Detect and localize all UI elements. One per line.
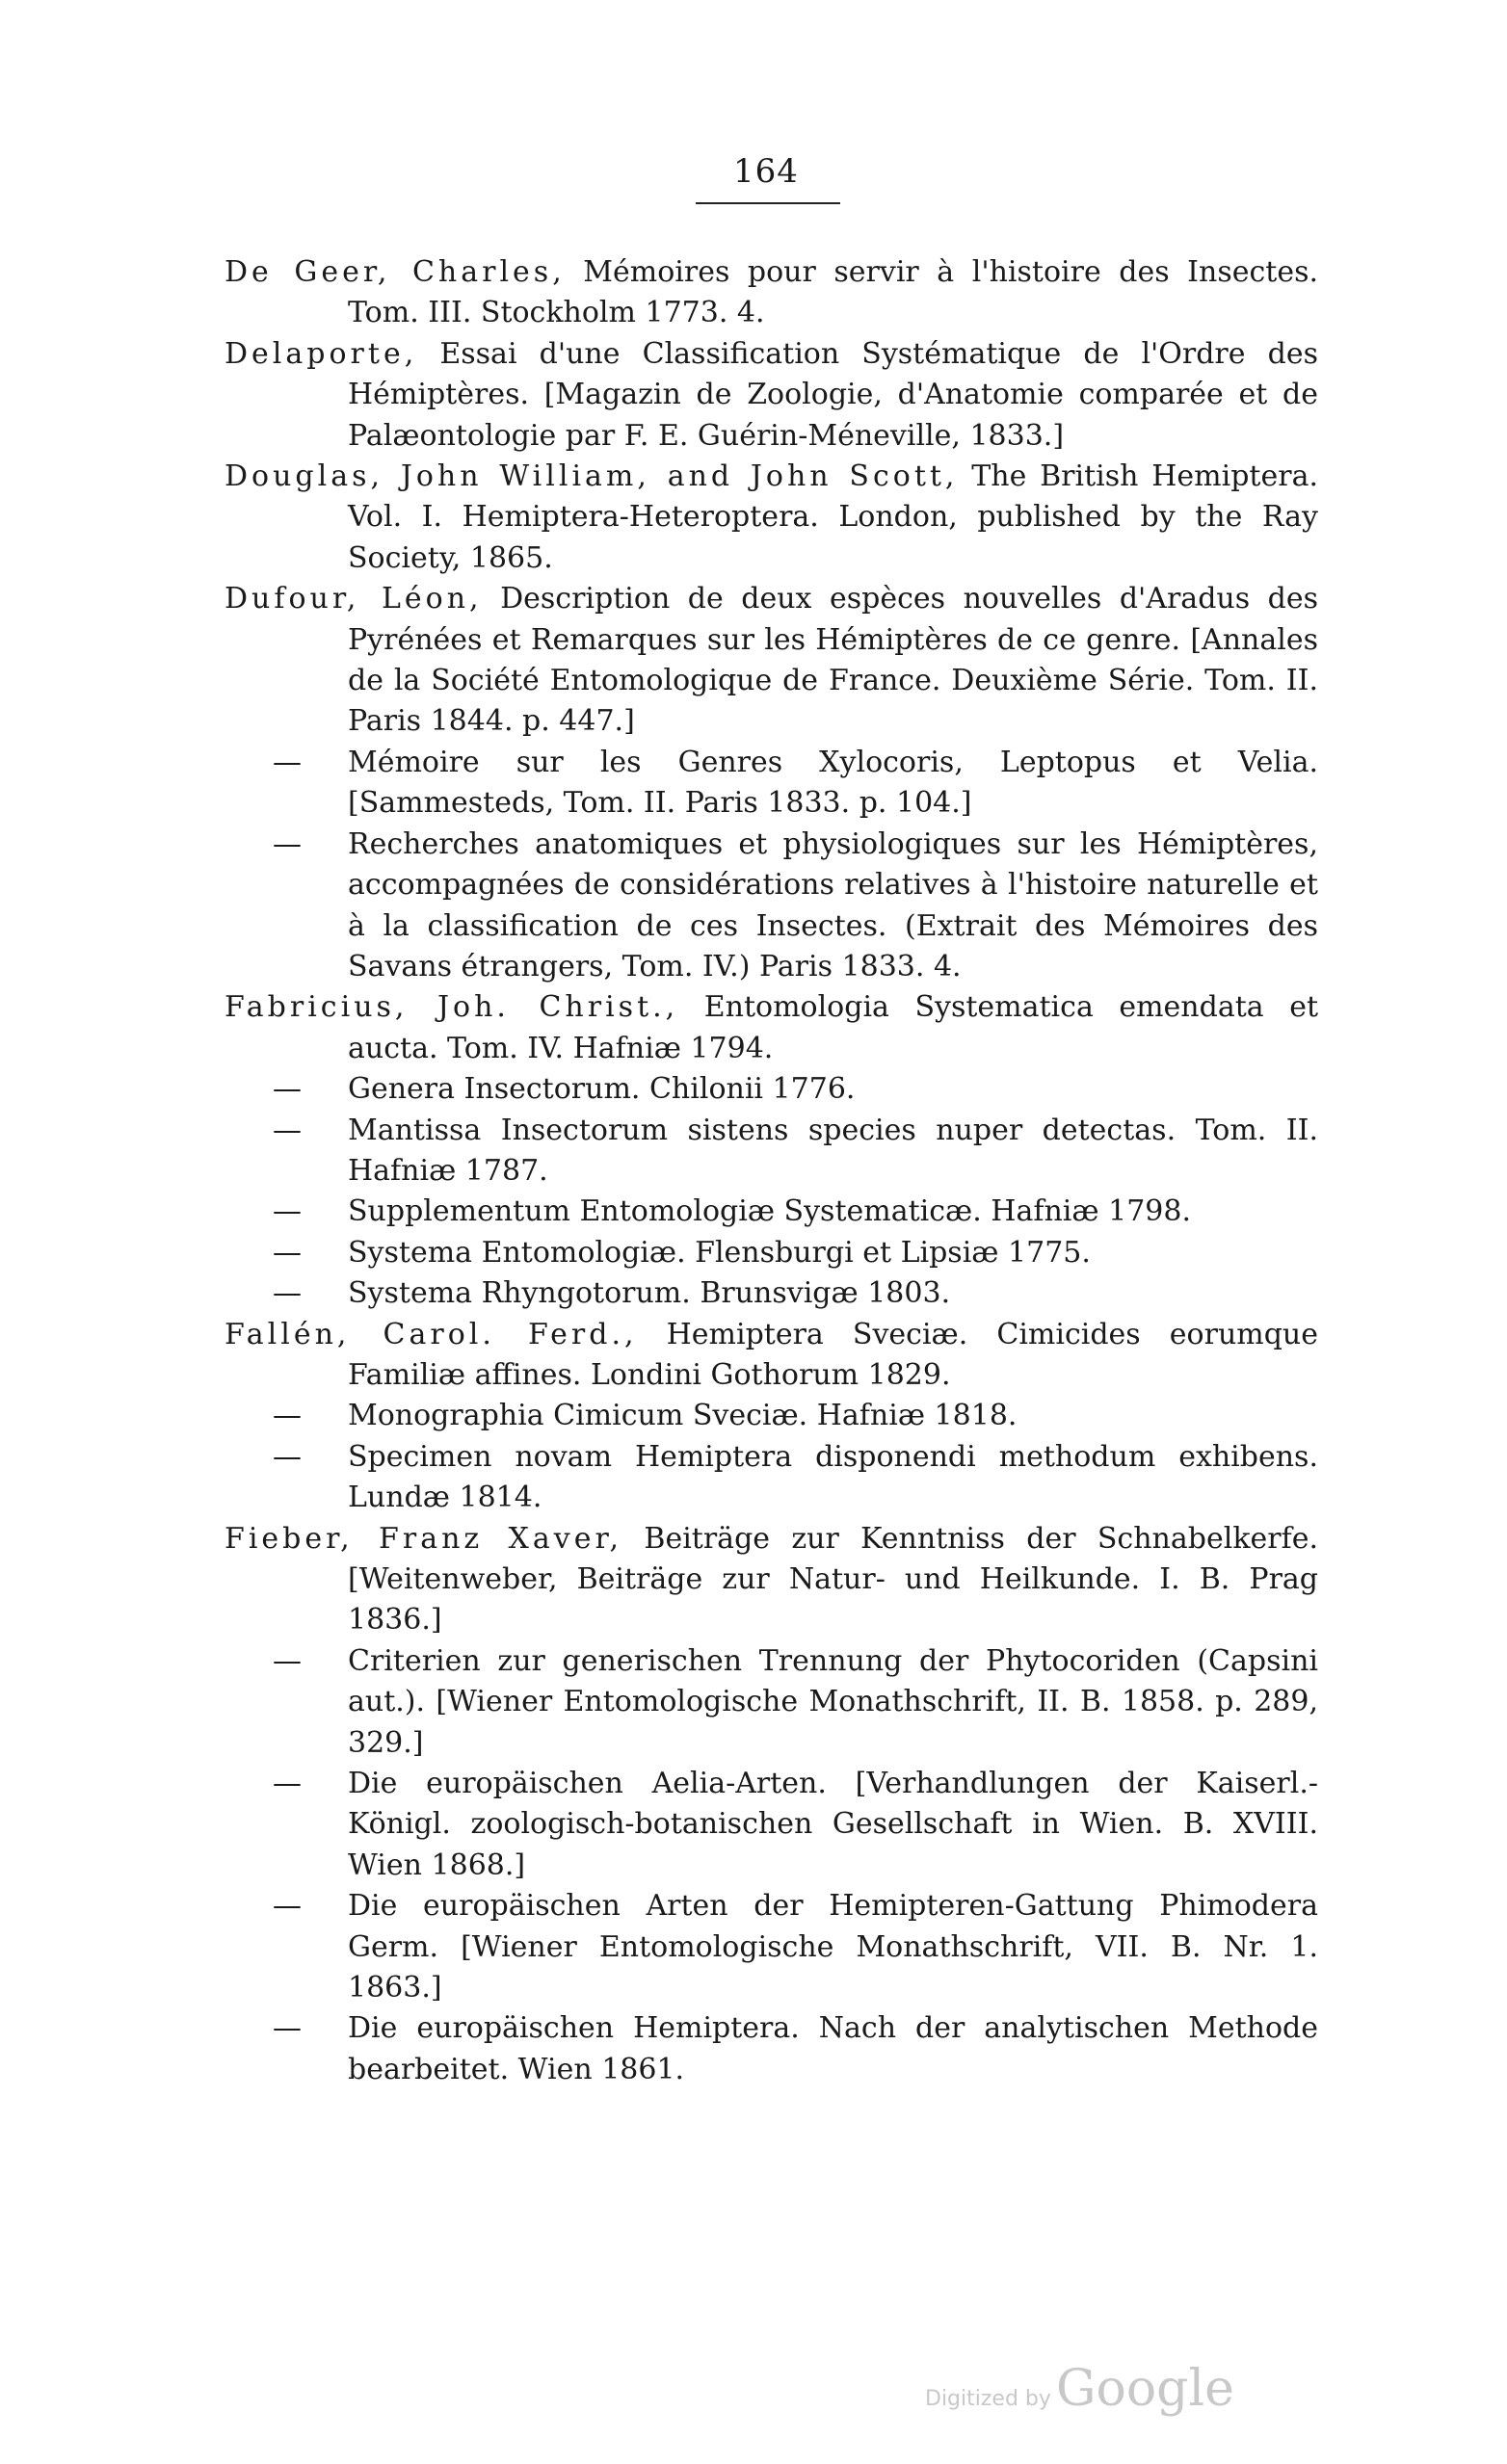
ditto-dash: —: [273, 1276, 302, 1311]
entry-author: Fieber, Franz Xaver,: [225, 1521, 623, 1556]
ditto-dash: —: [273, 1767, 302, 1801]
ditto-dash: —: [273, 826, 302, 861]
entry-text: The British Hemiptera. Vol. I. Hemiptera-Heteroptera. London, published by the Ray Society, 1865.: [348, 459, 1318, 575]
bibliography-entry: [225, 987, 1318, 1069]
ditto-dash: —: [273, 1439, 302, 1474]
bibliography-subentry: [225, 1111, 1318, 1193]
entry-author: De Geer, Charles,: [225, 255, 566, 289]
entry-text: Specimen novam Hemiptera disponendi methodum exhibens. Lundæ 1814.: [348, 1439, 1318, 1515]
bibliography-subentry: [225, 1764, 1318, 1886]
entry-text: Hemiptera Sveciæ. Cimicides eorumque Familiæ affines. Londini Gothorum 1829.: [348, 1317, 1318, 1392]
entry-text: Essai d'une Classification Systématique de l'Ordre des Hémiptères. [Magazin de Zoologie, d'Anatomie comparée et de Palæontologie par F. E. Guérin-Méneville, 1833.]: [348, 336, 1318, 453]
bibliography-entry: [225, 334, 1318, 457]
entry-text: Mémoires pour servir à l'histoire des Insectes. Tom. III. Stockholm 1773. 4.: [348, 255, 1319, 330]
entry-text: Genera Insectorum. Chilonii 1776.: [348, 1072, 856, 1107]
entry-text: Supplementum Entomologiæ Systematicæ. Hafniæ 1798.: [348, 1194, 1191, 1229]
bibliography-subentry: [225, 1069, 1318, 1110]
entry-text: Systema Entomologiæ. Flensburgi et Lipsiæ 1775.: [348, 1235, 1091, 1270]
bibliography-subentry: [225, 743, 1318, 825]
bibliography-subentry: [225, 1233, 1318, 1273]
bibliography-subentry: [225, 1886, 1318, 2008]
entry-text: Mantissa Insectorum sistens species nuper detectas. Tom. II. Hafniæ 1787.: [348, 1113, 1318, 1188]
entry-author: Fallén, Carol. Ferd.,: [225, 1317, 638, 1351]
entry-author: Dufour, Léon,: [225, 582, 483, 616]
entry-text: Mémoire sur les Genres Xylocoris, Leptopus et Velia. [Sammesteds, Tom. II. Paris 1833. p. 104.]: [348, 745, 1318, 821]
ditto-dash: —: [273, 2011, 302, 2046]
entry-author: Delaporte,: [225, 336, 418, 371]
bibliography-entry: [225, 1315, 1318, 1397]
digitized-label: Digitized by: [925, 2387, 1051, 2411]
ditto-dash: —: [273, 1072, 302, 1107]
ditto-dash: —: [273, 1889, 302, 1924]
entry-text: Recherches anatomiques et physiologiques sur les Hémiptères, accompagnées de considérations relatives à l'histoire naturelle et à la classification de ces Insectes. (Extrait des Mémoires des Savans étrangers, Tom. IV.) Paris 1833. 4.: [348, 826, 1318, 983]
google-logo: Google: [1056, 2360, 1234, 2418]
bibliography-list: [225, 252, 1318, 2090]
bibliography-entry: [225, 579, 1318, 743]
bibliography-entry: [225, 252, 1318, 334]
entry-text: Systema Rhyngotorum. Brunsvigæ 1803.: [348, 1276, 951, 1311]
entry-text: Description de deux espèces nouvelles d'Aradus des Pyrénées et Remarques sur les Hémiptères de ce genre. [Annales de la Société Entomologique de France. Deuxième Série. Tom. II. Paris 1844. p. 447.]: [348, 582, 1318, 739]
bibliography-entry: [225, 1519, 1318, 1641]
entry-text: Monographia Cimicum Sveciæ. Hafniæ 1818.: [348, 1399, 1018, 1433]
bibliography-subentry: [225, 825, 1318, 988]
ditto-dash: —: [273, 1113, 302, 1147]
entry-author: Douglas, John William, and John Scott,: [225, 459, 959, 494]
ditto-dash: —: [273, 745, 302, 779]
bibliography-subentry: [225, 1641, 1318, 1764]
entry-text: Die europäischen Arten der Hemipteren-Gattung Phimodera Germ. [Wiener Entomologische Monathschrift, VII. B. Nr. 1. 1863.]: [348, 1889, 1318, 2005]
ditto-dash: —: [273, 1194, 302, 1229]
page-number: 164: [733, 152, 799, 191]
entry-text: Beiträge zur Kenntniss der Schnabelkerfe. [Weitenweber, Beiträge zur Natur- und Heilkunde. I. B. Prag 1836.]: [348, 1521, 1318, 1638]
ditto-dash: —: [273, 1235, 302, 1270]
entry-text: Die europäischen Hemiptera. Nach der analytischen Methode bearbeitet. Wien 1861.: [348, 2011, 1318, 2086]
bibliography-subentry: [225, 1192, 1318, 1232]
ditto-dash: —: [273, 1399, 302, 1433]
bibliography-subentry: [225, 1437, 1318, 1519]
digitized-watermark: [925, 2360, 1234, 2418]
bibliography-subentry: [225, 1273, 1318, 1314]
bibliography-entry: [225, 457, 1318, 579]
entry-text: Die europäischen Aelia-Arten. [Verhandlungen der Kaiserl.-Königl. zoologisch-botanischen Gesellschaft in Wien. B. XVIII. Wien 1868.]: [348, 1767, 1318, 1882]
page-number-rule: [696, 202, 840, 204]
entry-author: Fabricius, Joh. Christ.,: [225, 990, 679, 1025]
entry-text: Criterien zur generischen Trennung der Phytocoriden (Capsini aut.). [Wiener Entomologische Monathschrift, II. B. 1858. p. 289, 329.]: [348, 1643, 1318, 1760]
bibliography-subentry: [225, 2008, 1318, 2090]
bibliography-subentry: [225, 1396, 1318, 1436]
ditto-dash: —: [273, 1643, 302, 1678]
entry-text: Entomologia Systematica emendata et aucta. Tom. IV. Hafniæ 1794.: [348, 990, 1318, 1065]
